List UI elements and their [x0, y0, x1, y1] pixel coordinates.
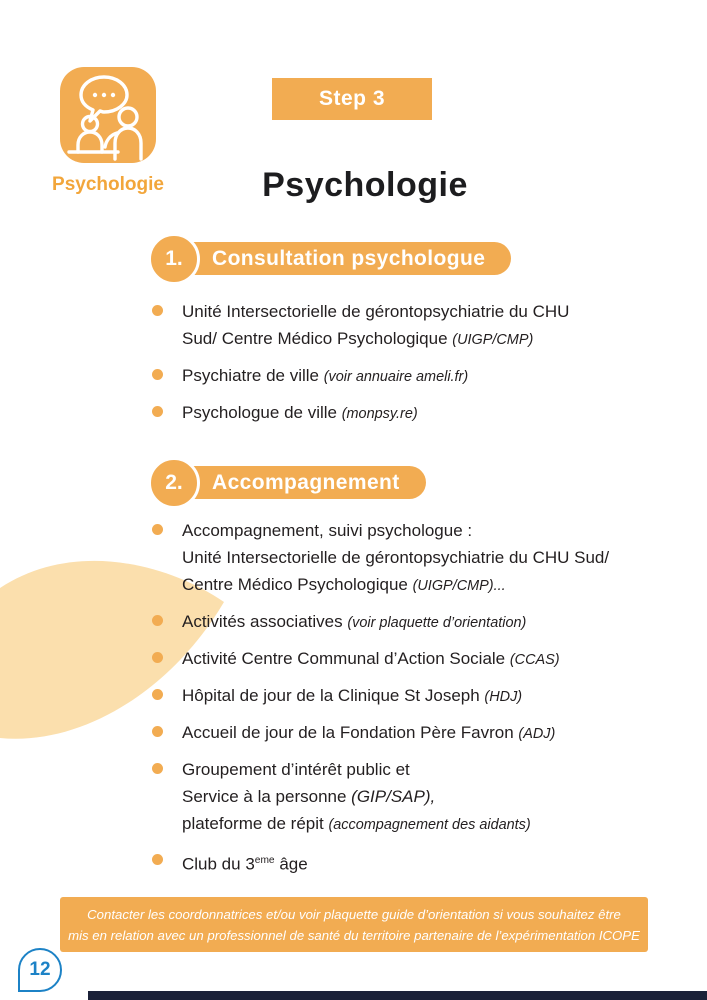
- bullet-item: [152, 682, 697, 711]
- section-1-heading-pill: Consultation psychologue: [168, 242, 511, 275]
- bullet-item-text: Accueil de jour de la Fondation Père Favron: [182, 723, 519, 742]
- section-1-bullet-list: [152, 298, 692, 436]
- bullet-item-line: [182, 645, 697, 674]
- bullet-item-line: [182, 362, 692, 391]
- bullet-dot-icon: [152, 726, 163, 737]
- bullet-dot-icon: [152, 689, 163, 700]
- bullet-item-text: (UIGP/CMP): [452, 332, 534, 348]
- step-badge: Step 3: [272, 78, 432, 120]
- bullet-item-text: Psychiatre de ville: [182, 366, 324, 385]
- bullet-item-text: Activité Centre Communal d’Action Sociale: [182, 649, 510, 668]
- bullet-item-line: [182, 298, 692, 325]
- footer-bar: [88, 991, 707, 1000]
- bullet-item: [152, 645, 697, 674]
- bullet-item-text: Unité Intersectorielle de gérontopsychiatrie du CHU Sud/: [182, 548, 610, 567]
- bullet-dot-icon: [152, 524, 163, 535]
- bullet-item-text: Centre Médico Psychologique: [182, 575, 413, 594]
- bullet-item: [152, 362, 692, 391]
- bullet-item: [152, 756, 697, 839]
- section-2-number-badge: 2.: [148, 457, 200, 509]
- bullet-item-line: [182, 399, 692, 428]
- section-2-header: [151, 460, 426, 493]
- bullet-item-text: (GIP/SAP),: [351, 787, 436, 806]
- bullet-item-text: Service à la personne: [182, 787, 352, 806]
- bullet-item-text: (UIGP/CMP)...: [412, 578, 506, 594]
- bullet-item-text: Groupement d’intérêt public et: [182, 760, 410, 779]
- bullet-item-text: plateforme de répit: [182, 814, 329, 833]
- bullet-item-text: (monpsy.re): [341, 406, 418, 422]
- bullet-dot-icon: [152, 369, 163, 380]
- bullet-dot-icon: [152, 854, 163, 865]
- bullet-item-line: [182, 847, 697, 878]
- bullet-item: [152, 847, 697, 878]
- page-title: Psychologie: [262, 166, 468, 204]
- bullet-item: [152, 719, 697, 748]
- bullet-item: [152, 399, 692, 428]
- bullet-item-line: [182, 682, 697, 711]
- info-banner: [60, 897, 648, 952]
- bullet-item-text: eme: [254, 855, 275, 866]
- bullet-item-text: Sud/ Centre Médico Psychologique: [182, 329, 453, 348]
- section-1-header: [151, 236, 511, 269]
- bullet-dot-icon: [152, 763, 163, 774]
- bullet-item-text: Hôpital de jour de la Clinique St Joseph: [182, 686, 485, 705]
- bullet-dot-icon: [152, 652, 163, 663]
- bullet-item-text: Activités associatives: [182, 612, 348, 631]
- bullet-item-text: Club du 3: [182, 854, 255, 874]
- bullet-item-text: (ADJ): [518, 726, 556, 742]
- bullet-item-text: (accompagnement des aidants): [328, 817, 531, 833]
- page-number-badge: 12: [18, 948, 62, 992]
- psychology-category-icon: [60, 67, 156, 163]
- section-2-bullet-list: [152, 517, 697, 886]
- bullet-item-text: (HDJ): [484, 689, 523, 705]
- info-banner-line-1: Contacter les coordonnatrices et/ou voir plaquette guide d’orientation si vous souhaitez être: [87, 906, 621, 922]
- bullet-item-line: [182, 719, 697, 748]
- bullet-item-line: [182, 810, 697, 839]
- bullet-item-text: (voir plaquette d’orientation): [347, 615, 527, 631]
- people-conversation-icon: [60, 67, 156, 163]
- bullet-dot-icon: [152, 615, 163, 626]
- category-label: Psychologie: [52, 174, 164, 195]
- bullet-item: [152, 517, 697, 600]
- bullet-item-line: [182, 517, 697, 544]
- bullet-item-line: [182, 783, 697, 810]
- info-banner-line-2: mis en relation avec un professionnel de santé du territoire partenaire de l’expérimentation ICOPE: [68, 927, 640, 943]
- bullet-item-text: (CCAS): [509, 652, 560, 668]
- bullet-item-text: âge: [274, 854, 308, 874]
- bullet-item-text: Psychologue de ville: [182, 403, 342, 422]
- bullet-item-text: (voir annuaire ameli.fr): [323, 369, 469, 385]
- bullet-item-line: [182, 325, 692, 354]
- bullet-item-line: [182, 571, 697, 600]
- bullet-item: [152, 298, 692, 354]
- bullet-item-text: Unité Intersectorielle de gérontopsychiatrie du CHU: [182, 302, 570, 321]
- section-1-number-badge: 1.: [148, 233, 200, 285]
- bullet-item-line: [182, 608, 697, 637]
- section-2-heading-pill: Accompagnement: [168, 466, 426, 499]
- bullet-dot-icon: [152, 406, 163, 417]
- bullet-item-line: [182, 756, 697, 783]
- bullet-item: [152, 608, 697, 637]
- bullet-item-text: Accompagnement, suivi psychologue :: [182, 521, 473, 540]
- bullet-dot-icon: [152, 305, 163, 316]
- bullet-item-line: [182, 544, 697, 571]
